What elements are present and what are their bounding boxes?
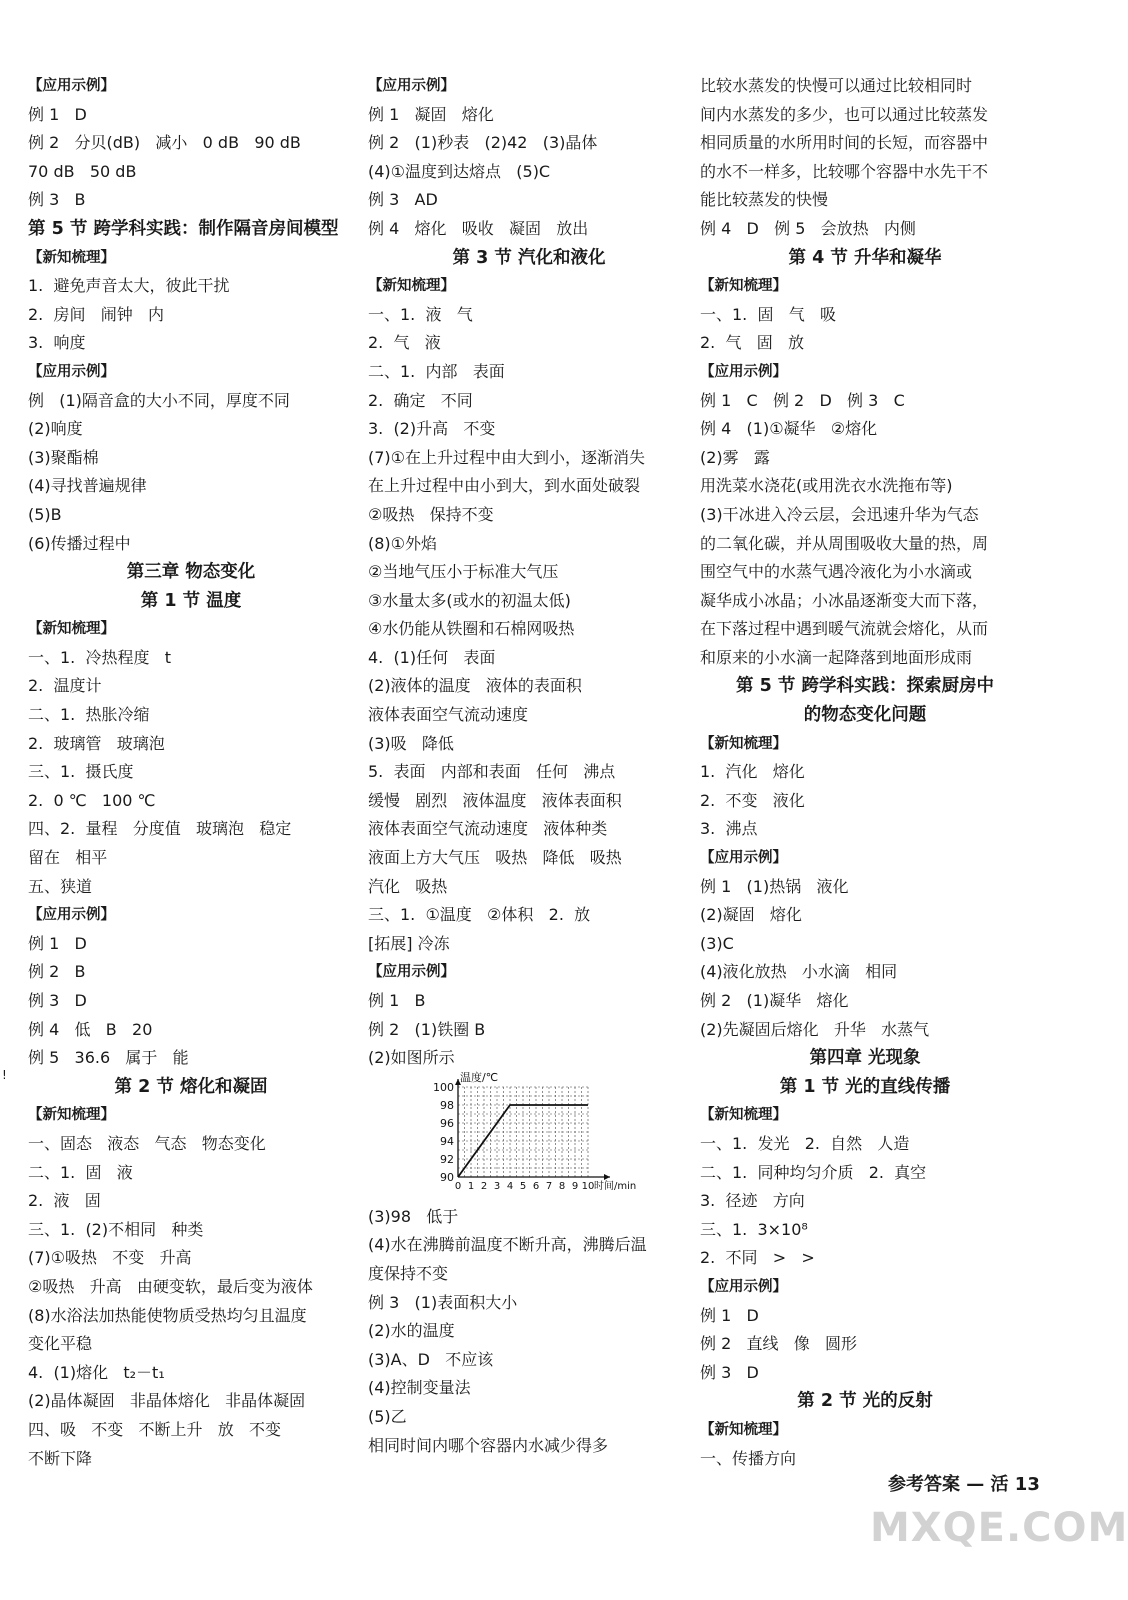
answer-line: (5)乙 [368, 1406, 407, 1426]
answer-line: (2)雾 露 [700, 447, 770, 467]
section-heading: 第 2 节 熔化和凝固 [114, 1076, 268, 1097]
answer-line: (5)B [28, 504, 62, 524]
answer-line: 例 2 (1)凝华 熔化 [700, 991, 849, 1010]
section-heading: 第 4 节 升华和凝华 [788, 247, 942, 268]
answer-line: 例 1 C 例 2 D 例 3 C [700, 390, 905, 410]
answer-line: (8)①外焰 [368, 533, 438, 553]
answer-line: 3. (2)升高 不变 [368, 419, 496, 439]
answer-line: 五、狭道 [28, 876, 93, 896]
answer-line: 四、吸 不变 不断上升 放 不变 [28, 1419, 282, 1439]
section-tag: 【新知梳理】 [28, 1107, 115, 1124]
answer-line: (4)控制变量法 [368, 1378, 471, 1398]
section-heading: 第 1 节 光的直线传播 [779, 1076, 951, 1097]
answer-line: 围空气中的水蒸气遇冷液化为小水滴或 [700, 562, 973, 582]
answer-line: 2. 房间 闹钟 内 [28, 304, 164, 324]
answer-line: 例 1 凝固 熔化 [368, 104, 494, 124]
answer-line: 三、1. 3×10⁸ [700, 1219, 808, 1239]
answer-line: 二、1. 内部 表面 [368, 361, 505, 381]
answer-line: 度保持不变 [368, 1263, 449, 1283]
answer-line: 例 4 (1)①凝华 ②熔化 [700, 419, 878, 439]
answer-line: 1. 避免声音太大，彼此干扰 [28, 276, 230, 296]
answer-line: 例 2 B [28, 962, 86, 982]
x-axis-label: 时间/min [594, 1180, 637, 1192]
page-edge-mark: ! [2, 1068, 7, 1082]
answer-line: (8)水浴法加热能使物质受热均匀且温度 [28, 1305, 307, 1325]
answer-line: 例 1 D [28, 104, 87, 124]
section-tag: 【新知梳理】 [28, 621, 115, 638]
section-tag: 【应用示例】 [700, 850, 787, 867]
answer-line: 例 5 36.6 属于 能 [28, 1048, 189, 1068]
section-tag: 【新知梳理】 [700, 278, 787, 295]
answer-line: 一、1. 发光 2. 自然 人造 [700, 1133, 910, 1153]
section-tag: 【新知梳理】 [700, 735, 787, 752]
answer-line: (3)聚酯棉 [28, 447, 99, 467]
x-tick-label: 3 [493, 1180, 501, 1192]
answer-line: (2)水的温度 [368, 1321, 455, 1341]
answer-line: 液面上方大气压 吸热 降低 吸热 [368, 848, 622, 868]
section-heading: 第四章 光现象 [809, 1048, 921, 1069]
answer-line: 能比较蒸发的快慢 [700, 190, 829, 210]
answer-line: 二、1. 固 液 [28, 1162, 133, 1182]
section-heading: 第 2 节 光的反射 [797, 1391, 933, 1412]
y-axis-label: 温度/℃ [460, 1070, 499, 1084]
answer-line: (4)液化放热 小水滴 相同 [700, 962, 898, 982]
answer-line: 2. 0 ℃ 100 ℃ [28, 790, 156, 810]
answer-line: 相同时间内哪个容器内水减少得多 [368, 1435, 609, 1455]
answer-line: 液体表面空气流动速度 [368, 705, 529, 725]
answer-line: (4)水在沸腾前温度不断升高，沸腾后温 [368, 1235, 647, 1255]
section-tag: 【应用示例】 [700, 363, 787, 380]
answer-line: 例 3 AD [368, 190, 438, 210]
answer-line: 留在 相平 [28, 848, 108, 868]
answer-line: (6)传播过程中 [28, 533, 131, 553]
answer-line: [拓展] 冷冻 [368, 933, 450, 953]
answer-line: ②当地气压小于标准大气压 [368, 562, 559, 582]
answer-line: 70 dB 50 dB [28, 161, 137, 181]
answer-line: 4. (1)熔化 t₂－t₁ [28, 1362, 165, 1382]
x-tick-label: 2 [480, 1180, 488, 1192]
graph-container [416, 1070, 690, 1203]
x-tick-label: 8 [558, 1180, 566, 1192]
answer-line: (3)吸 降低 [368, 733, 454, 753]
x-tick-label: 4 [506, 1180, 514, 1192]
answer-line: (7)①吸热 不变 升高 [28, 1248, 192, 1268]
section-tag: 【新知梳理】 [700, 1107, 787, 1124]
section-heading: 的物态变化问题 [803, 705, 927, 726]
answer-line: 2. 液 固 [28, 1191, 101, 1211]
x-tick-label: 0 [454, 1180, 462, 1192]
page-footer: 参考答案 — 活 13 [888, 1474, 1040, 1495]
y-tick-label: 98 [440, 1098, 454, 1112]
answer-line: (3)A、D 不应该 [368, 1349, 494, 1369]
answer-line: 例 2 (1)秒表 (2)42 (3)晶体 [368, 133, 598, 153]
watermark: MXQE.COM [870, 1505, 1128, 1551]
answer-line: ④水仍能从铁圈和石棉网吸热 [368, 619, 575, 639]
answer-line: 例 2 分贝(dB) 减小 0 dB 90 dB [28, 133, 301, 153]
answer-line: 用洗菜水浇花(或用洗衣水洗拖布等) [700, 476, 953, 496]
answer-line: 3. 响度 [28, 333, 86, 353]
answer-line: 的二氧化碳，并从周围吸收大量的热，周 [700, 533, 989, 553]
answer-line: 四、2. 量程 分度值 玻璃泡 稳定 [28, 819, 292, 839]
answer-line: 例 (1)隔音盒的大小不同，厚度不同 [28, 390, 290, 410]
x-tick-label: 7 [545, 1180, 553, 1192]
answer-line: 5. 表面 内部和表面 任何 沸点 [368, 762, 616, 782]
answer-line: 和原来的小水滴一起降落到地面形成雨 [700, 647, 973, 667]
answer-line: ②吸热 保持不变 [368, 504, 494, 524]
answer-line: 三、1. 摄氏度 [28, 762, 134, 782]
answer-line: 凝华成小冰晶；小冰晶逐渐变大而下落， [700, 590, 989, 610]
section-heading: 第三章 物态变化 [126, 562, 256, 583]
answer-line: 例 3 D [700, 1362, 759, 1382]
answer-line: 例 1 D [700, 1305, 759, 1325]
answer-line: 3. 径迹 方向 [700, 1191, 805, 1211]
answer-line: 2. 不变 液化 [700, 790, 805, 810]
answer-line: (7)①在上升过程中由大到小，逐渐消失 [368, 447, 646, 467]
answer-line: 例 1 D [28, 933, 87, 953]
answer-line: 例 3 B [28, 190, 86, 210]
answer-line: 三、1. (2)不相同 种类 [28, 1219, 204, 1239]
section-tag: 【应用示例】 [368, 964, 455, 981]
answer-line: 例 3 D [28, 991, 87, 1010]
section-heading: 第 5 节 跨学科实践：制作隔音房间模型 [28, 218, 339, 239]
x-tick-label: 9 [571, 1180, 579, 1192]
section-tag: 【应用示例】 [700, 1278, 787, 1295]
answer-line: (2)先凝固后熔化 升华 水蒸气 [700, 1019, 930, 1039]
y-tick-label: 96 [440, 1116, 454, 1130]
x-tick-label: 6 [532, 1180, 540, 1192]
answer-line: 间内水蒸发的多少，也可以通过比较蒸发 [700, 104, 989, 124]
answer-line: 相同质量的水所用时间的长短，而容器中 [700, 133, 989, 153]
answer-column-right [700, 72, 1030, 1473]
answer-line: ②吸热 升高 由硬变软，最后变为液体 [28, 1276, 313, 1296]
answer-line: 2. 不同 > > [700, 1248, 815, 1268]
answer-line: 例 1 (1)热锅 液化 [700, 876, 849, 896]
answer-line: 液体表面空气流动速度 液体种类 [368, 819, 608, 839]
answer-line: 一、固态 液态 气态 物态变化 [28, 1133, 266, 1153]
answer-line: 在上升过程中由小到大，到水面处破裂 [368, 476, 641, 496]
answer-line: 二、1. 同种均匀介质 2. 真空 [700, 1162, 927, 1182]
answer-line: 一、传播方向 [700, 1448, 797, 1468]
answer-line: 例 2 (1)铁圈 B [368, 1019, 486, 1039]
answer-line: 一、1. 冷热程度 t [28, 647, 171, 667]
answer-line: (2)凝固 熔化 [700, 905, 802, 925]
temperature-time-graph [416, 1070, 656, 1201]
answer-line: (2)如图所示 [368, 1048, 455, 1068]
section-heading: 第 1 节 温度 [140, 590, 242, 611]
answer-line: 1. 汽化 熔化 [700, 762, 805, 782]
answer-line: (3)干冰进入冷云层，会迅速升华为气态 [700, 504, 979, 524]
answer-line: (2)液体的温度 液体的表面积 [368, 676, 582, 696]
section-tag: 【应用示例】 [28, 78, 115, 94]
answer-line: 2. 气 固 放 [700, 333, 804, 353]
y-tick-label: 94 [440, 1134, 454, 1148]
y-tick-label: 100 [433, 1080, 454, 1094]
answer-line: 2. 玻璃管 玻璃泡 [28, 733, 165, 753]
answer-line: 不断下降 [28, 1448, 93, 1468]
answer-line: 变化平稳 [28, 1334, 93, 1354]
answer-line: 2. 确定 不同 [368, 390, 473, 410]
answer-line: 比较水蒸发的快慢可以通过比较相同时 [700, 76, 973, 95]
section-tag: 【新知梳理】 [700, 1421, 787, 1438]
section-tag: 【新知梳理】 [28, 249, 115, 266]
answer-line: 3. 沸点 [700, 819, 758, 839]
answer-line: 在下落过程中遇到暖气流就会熔化，从而 [700, 619, 989, 639]
answer-column-middle [368, 72, 690, 1460]
answer-line: 例 1 B [368, 991, 426, 1010]
x-axis-arrow [604, 1174, 610, 1180]
answer-line: 一、1. 固 气 吸 [700, 304, 836, 324]
answer-line: 一、1. 液 气 [368, 304, 473, 324]
answer-line: 例 3 (1)表面积大小 [368, 1292, 518, 1312]
answer-line: 例 4 D 例 5 会放热 内侧 [700, 218, 916, 238]
answer-line: 的水不一样多，比较哪个容器中水先干不 [700, 161, 989, 181]
answer-line: (3)98 低于 [368, 1206, 459, 1226]
answer-line: 例 2 直线 像 圆形 [700, 1334, 858, 1354]
section-tag: 【应用示例】 [28, 907, 115, 924]
answer-column-left [28, 72, 354, 1473]
y-tick-label: 92 [440, 1152, 454, 1166]
y-tick-label: 90 [440, 1170, 454, 1184]
section-heading: 第 3 节 汽化和液化 [452, 247, 606, 268]
answer-line: 例 4 低 B 20 [28, 1019, 153, 1039]
section-heading: 第 5 节 跨学科实践：探索厨房中 [736, 676, 994, 697]
answer-line: 三、1. ①温度 ②体积 2. 放 [368, 905, 591, 925]
answer-line: 例 4 熔化 吸收 凝固 放出 [368, 218, 589, 238]
answer-line: 2. 气 液 [368, 333, 441, 353]
answer-line: 汽化 吸热 [368, 876, 448, 896]
answer-line: (2)响度 [28, 419, 83, 439]
answer-line: 缓慢 剧烈 液体温度 液体表面积 [368, 790, 622, 810]
answer-line: 4. (1)任何 表面 [368, 647, 496, 667]
x-tick-label: 1 [467, 1180, 475, 1192]
section-tag: 【新知梳理】 [368, 278, 455, 295]
answer-line: (4)①温度到达熔点 (5)C [368, 161, 551, 181]
answer-line: 二、1. 热胀冷缩 [28, 705, 150, 725]
answer-line: ③水量太多(或水的初温太低) [368, 590, 571, 610]
section-tag: 【应用示例】 [28, 363, 115, 380]
answer-line: (4)寻找普遍规律 [28, 476, 147, 496]
x-tick-label: 5 [519, 1180, 527, 1192]
answer-line: (2)晶体凝固 非晶体熔化 非晶体凝固 [28, 1391, 306, 1411]
section-tag: 【应用示例】 [368, 78, 455, 94]
answer-line: (3)C [700, 933, 734, 953]
x-tick-label: 10 [581, 1180, 595, 1192]
answer-line: 2. 温度计 [28, 676, 102, 696]
